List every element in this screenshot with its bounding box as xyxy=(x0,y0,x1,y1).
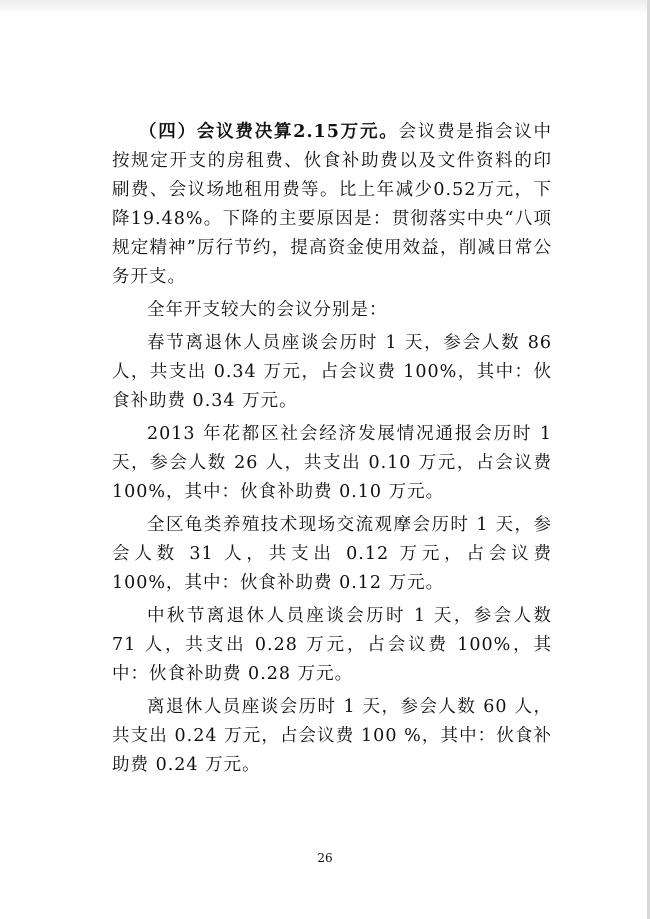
paragraph-mid-autumn-meeting: 中秋节离退休人员座谈会历时 1 天，参会人数 71 人，共支出 0.28 万元，占会议费 100%，其中：伙食补助费 0.28 万元。 xyxy=(112,606,552,684)
paragraph-turtle-farming-meeting: 全区龟类养殖技术现场交流观摩会历时 1 天，参会人数 31 人，共支出 0.12 万元，占会议费 100%，其中：伙食补助费 0.12 万元。 xyxy=(112,515,552,593)
paragraph-development-briefing: 2013 年花都区社会经济发展情况通报会历时 1 天，参会人数 26 人，共支出 0.10 万元，占会议费 100%，其中：伙食补助费 0.10 万元。 xyxy=(112,424,552,502)
section-heading: （四）会议费决算2.15万元。 xyxy=(139,122,399,142)
document-body xyxy=(112,118,552,784)
paragraph-retiree-meeting: 离退休人员座谈会历时 1 天，参会人数 60 人，共支出 0.24 万元，占会议费 100 %，其中：伙食补助费 0.24 万元。 xyxy=(112,697,552,775)
paragraph-text: 会议费是指会议中按规定开支的房租费、伙食补助费以及文件资料的印刷费、会议场地租用费等。比上年减少0.52万元，下降19.48%。下降的主要原因是：贯彻落实中央“八项规定精神”厉行节约，提高资金使用效益，削减日常公务开支。 xyxy=(112,122,553,287)
paragraph-meeting-fee-summary xyxy=(112,118,552,292)
paragraph-major-meetings-intro: 全年开支较大的会议分别是： xyxy=(147,300,388,320)
page-number: 26 xyxy=(317,851,333,865)
scan-top-edge xyxy=(0,0,650,14)
paragraph-spring-festival-meeting: 春节离退休人员座谈会历时 1 天，参会人数 86 人，共支出 0.34 万元，占会议费 100%，其中：伙食补助费 0.34 万元。 xyxy=(112,333,552,411)
